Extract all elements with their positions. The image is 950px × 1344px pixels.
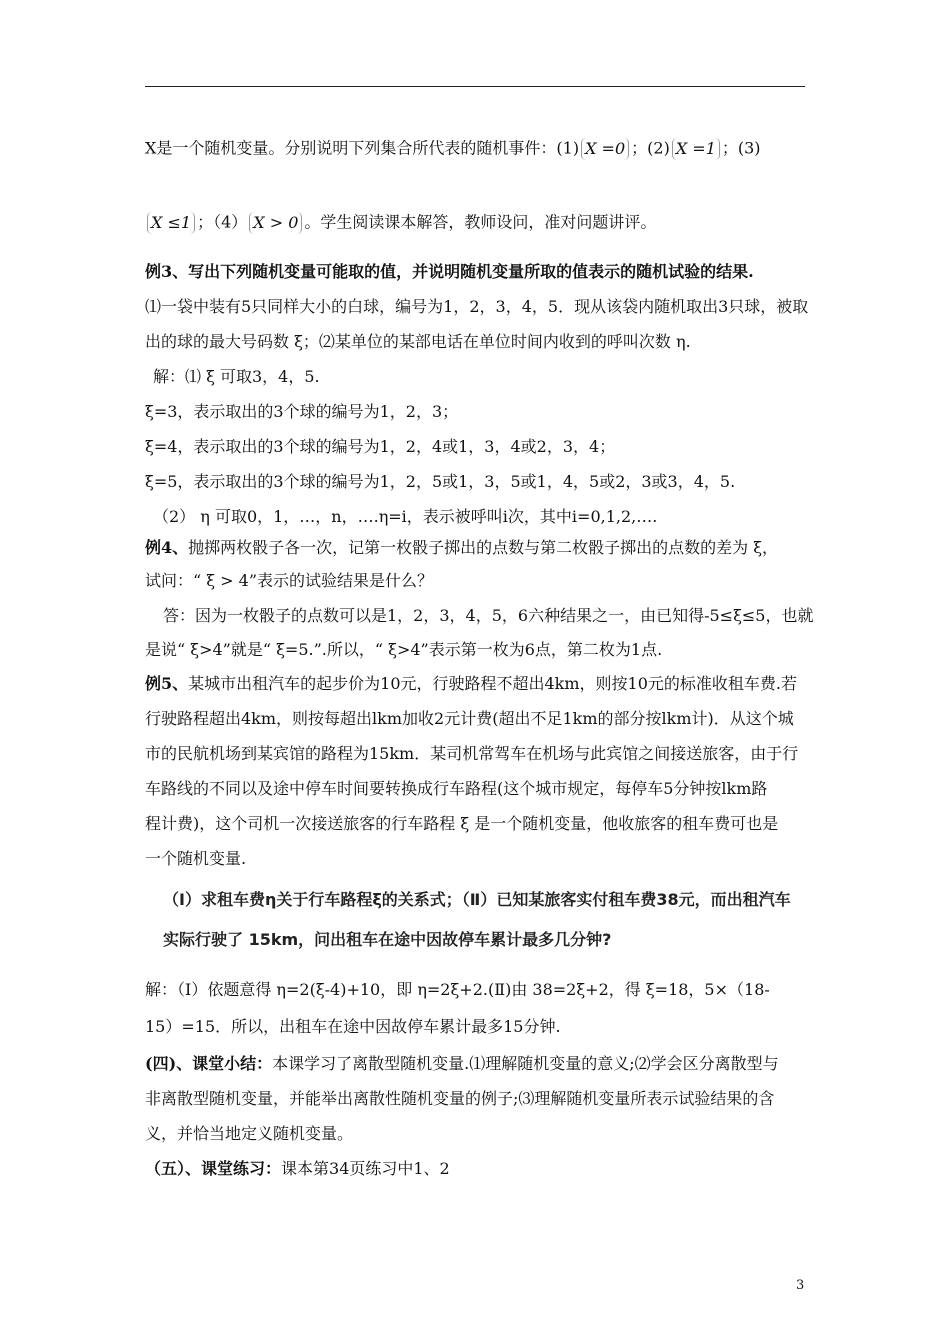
intro-suffix: 。学生阅读课本解答，教师设问，准对问题讲评。 <box>304 212 657 232</box>
example3-xi-5: ξ=5，表示取出的3个球的编号为1，2，5或1，3，5或1，4，5或2，3或3，4，5. <box>145 472 736 491</box>
example5-line-3: 市的民航机场到某宾馆的路程为15km．某司机常驾车在机场与此宾馆之间接送旅客，由于行 <box>145 744 799 763</box>
summary-heading: (四)、课堂小结： <box>145 1054 273 1073</box>
summary-text-1: 本课学习了离散型随机变量.⑴理解随机变量的意义;⑵学会区分离散型与 <box>272 1054 779 1073</box>
intro-line-1 <box>145 138 825 160</box>
practice-heading: （五）、课堂练习： <box>145 1159 282 1178</box>
practice-text: 课本第34页练习中1、2 <box>281 1159 450 1178</box>
intro-item3-label: ；(3) <box>721 138 761 158</box>
example3-xi-4: ξ=4，表示取出的3个球的编号为1，2，4或1，3，4或2，3，4； <box>145 437 616 456</box>
example3-eta: （2） η 可取0，1，…，n，….η=i，表示被呼叫i次，其中i=0,1,2,…. <box>153 507 658 526</box>
intro-line-2 <box>145 212 825 234</box>
intro-item1-label: (1) <box>556 138 580 158</box>
header-rule <box>145 86 805 87</box>
example5-solution-2: 15）=15．所以，出租车在途中因故停车累计最多15分钟. <box>145 1017 561 1036</box>
example5-line-5: 程计费)，这个司机一次接送旅客的行车路程 ξ 是一个随机变量，他收旅客的租车费可也是 <box>145 814 779 833</box>
example3-line-1: ⑴一袋中装有5只同样大小的白球，编号为1，2，3，4，5．现从该袋内随机取出3只球，被取 <box>145 297 809 316</box>
intro-prefix: X是一个随机变量。分别说明下列集合所代表的随机事件： <box>145 138 557 158</box>
math-x-eq-1: X =1 <box>672 138 720 160</box>
example5-line-2: 行驶路程超出4km，则按每超出lkm加收2元计费(超出不足1km的部分按lkm计)．从这个城 <box>145 709 794 728</box>
example5-line-4: 车路线的不同以及途中停车时间要转换成行车路程(这个城市规定，每停车5分钟按lkm路 <box>145 779 768 798</box>
practice-line <box>145 1159 825 1179</box>
example5-line-6: 一个随机变量. <box>145 849 247 868</box>
example4-question: 试问：“ ξ > 4”表示的试验结果是什么？ <box>145 571 434 590</box>
example5-heading <box>145 674 825 694</box>
page-number: 3 <box>796 1278 805 1293</box>
example4-heading <box>145 538 825 558</box>
intro-item4-label: ；（4） <box>197 212 248 232</box>
example3-heading: 例3、写出下列随机变量可能取的值，并说明随机变量所取的值表示的随机试验的结果. <box>145 262 754 281</box>
example5-line-1: 某城市出租汽车的起步价为10元，行驶路程不超出4km，则按10元的标准收租车费.若 <box>188 674 797 693</box>
example5-solution-1: 解：（Ⅰ）依题意得 η=2(ξ-4)+10，即 η=2ξ+2.(Ⅱ)由 38=2ξ+2，得 ξ=18，5×（18- <box>145 980 770 999</box>
example3-xi-3: ξ=3，表示取出的3个球的编号为1，2，3； <box>145 402 459 421</box>
example5-question-1: （Ⅰ）求租车费η关于行车路程ξ的关系式；（Ⅱ）已知某旅客实付租车费38元，而出租汽车 <box>163 890 791 909</box>
math-x-le-1: X ≤1 <box>147 212 195 234</box>
summary-line-3: 义，并恰当地定义随机变量。 <box>145 1124 354 1143</box>
intro-item2-label: ；(2) <box>631 138 670 158</box>
example4-text: 抛掷两枚骰子各一次，记第一枚骰子掷出的点数与第二枚骰子掷出的点数的差为 ξ， <box>188 538 779 557</box>
example5-label: 例5、 <box>145 674 189 693</box>
math-x-gt-0: X > 0 <box>249 212 302 234</box>
summary-line-2: 非离散型随机变量，并能举出离散性随机变量的例子;⑶理解随机变量所表示试验结果的含 <box>145 1089 775 1108</box>
example5-question-2: 实际行驶了 15km，问出租车在途中因故停车累计最多几分钟? <box>163 930 612 949</box>
example3-line-2: 出的球的最大号码数 ξ；⑵某单位的某部电话在单位时间内收到的呼叫次数 η. <box>145 332 691 351</box>
example4-label: 例4、 <box>145 538 189 557</box>
example4-answer-2: 是说“ ξ>4”就是“ ξ=5.”.所以，“ ξ>4”表示第一枚为6点，第二枚为1点. <box>145 640 663 659</box>
summary-line-1 <box>145 1054 825 1074</box>
example4-answer-1: 答：因为一枚骰子的点数可以是1，2，3，4，5，6六种结果之一，由已知得-5≤ξ≤5，也就 <box>163 606 814 625</box>
math-x-eq-0: X =0 <box>581 138 629 160</box>
example3-solution: 解：⑴ ξ 可取3，4，5. <box>153 367 320 386</box>
